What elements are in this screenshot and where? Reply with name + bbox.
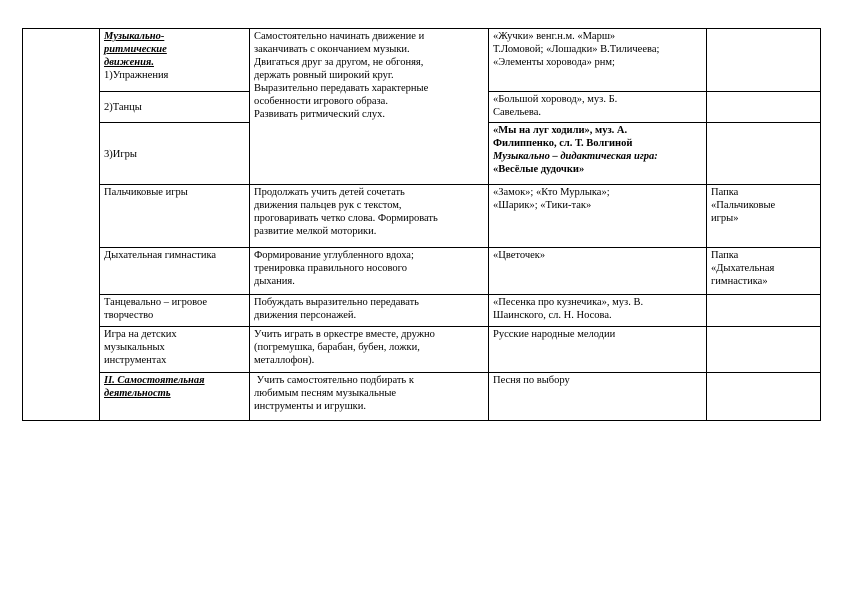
task-line: Выразительно передавать характерные: [254, 83, 429, 94]
task-line: Развивать ритмический слух.: [254, 109, 386, 120]
work-cell: [707, 295, 821, 327]
table-row: [23, 248, 821, 295]
repertoire-line: «Большой хоровод», муз. Б.: [493, 94, 618, 105]
task-line: движения пальцев рук с текстом,: [254, 200, 402, 211]
section-title-line: Танцевально – игровое: [104, 297, 208, 308]
tasks-cell: [250, 185, 489, 248]
work-cell: [707, 92, 821, 123]
repertoire-cell: [489, 92, 707, 123]
task-line: любимым песням музыкальные: [254, 388, 397, 399]
task-line: Побуждать выразительно передавать: [254, 297, 419, 308]
task-line: Учить самостоятельно подбирать к: [254, 375, 414, 386]
work-line: Папка: [711, 187, 739, 198]
section-title: Пальчиковые игры: [104, 187, 188, 198]
section-title-line: движения.: [104, 57, 154, 68]
task-line: проговаривать четко слова. Формировать: [254, 213, 438, 224]
table-row: [23, 29, 821, 92]
section-title-line: ритмические: [104, 44, 167, 55]
task-line: тренировка правильного носового: [254, 263, 407, 274]
work-line: игры»: [711, 213, 739, 224]
left-empty-cell: [23, 29, 100, 421]
task-line: движения персонажей.: [254, 310, 357, 321]
tasks-cell: [250, 29, 489, 185]
task-line: (погремушка, барабан, бубен, ложки,: [254, 342, 420, 353]
task-line: дыхания.: [254, 276, 295, 287]
work-line: Папка: [711, 250, 739, 261]
section-title-cell: [100, 92, 250, 123]
task-line: Самостоятельно начинать движение и: [254, 31, 425, 42]
section-title: 3)Игры: [104, 148, 137, 160]
section-title-cell: [100, 29, 250, 92]
repertoire-line: Песня по выбору: [493, 375, 570, 386]
section-title-line: II. Самостоятельная: [104, 375, 205, 386]
task-line: Продолжать учить детей сочетать: [254, 187, 405, 198]
repertoire-line: «Шарик»; «Тики-так»: [493, 200, 592, 211]
task-line: держать ровный широкий круг.: [254, 70, 394, 81]
work-line: гимнастика»: [711, 276, 768, 287]
repertoire-line: Т.Ломовой; «Лошадки» В.Тиличеева;: [493, 44, 660, 55]
repertoire-cell: [489, 248, 707, 295]
section-title-line: инструментах: [104, 355, 167, 366]
repertoire-line: «Жучки» венг.н.м. «Марш»: [493, 31, 616, 42]
section-title-cell: [100, 185, 250, 248]
subsection-title: 1)Упражнения: [104, 70, 169, 81]
work-cell: [707, 185, 821, 248]
section-title-line: творчество: [104, 310, 154, 321]
tasks-cell: [250, 373, 489, 421]
section-title-line: Игра на детских: [104, 329, 177, 340]
work-cell: [707, 29, 821, 92]
task-line: Двигаться друг за другом, не обгоняя,: [254, 57, 424, 68]
work-line: «Пальчиковые: [711, 200, 776, 211]
section-title-cell: [100, 373, 250, 421]
tasks-cell: [250, 295, 489, 327]
tasks-cell: [250, 248, 489, 295]
work-cell: [707, 248, 821, 295]
section-title: 2)Танцы: [104, 102, 142, 113]
task-line: инструменты и игрушки.: [254, 401, 366, 412]
task-line: Формирование углубленного вдоха;: [254, 250, 414, 261]
task-line: развитие мелкой моторики.: [254, 226, 377, 237]
section-title: Дыхательная гимнастика: [104, 250, 217, 261]
repertoire-cell: [489, 29, 707, 92]
work-cell: [707, 327, 821, 373]
table-row: [23, 327, 821, 373]
plan-table: [22, 28, 821, 421]
work-line: «Дыхательная: [711, 263, 775, 274]
repertoire-cell: [489, 327, 707, 373]
section-title-cell: [100, 327, 250, 373]
repertoire-line: Шаинского, сл. Н. Носова.: [493, 310, 612, 321]
repertoire-cell: [489, 373, 707, 421]
section-title-line: Музыкально-: [104, 31, 165, 42]
repertoire-line: «Мы на луг ходили», муз. А.: [493, 125, 628, 136]
repertoire-cell: [489, 185, 707, 248]
task-line: Учить играть в оркестре вместе, дружно: [254, 329, 435, 340]
table-row: [23, 295, 821, 327]
repertoire-line: Савельева.: [493, 107, 542, 118]
repertoire-cell: [489, 295, 707, 327]
section-title-cell: [100, 123, 250, 185]
didactic-game-title: Музыкально – дидактическая игра:: [493, 151, 658, 162]
section-title-line: деятельность: [104, 388, 171, 399]
section-title-line: музыкальных: [104, 342, 165, 353]
tasks-cell: [250, 327, 489, 373]
work-cell: [707, 123, 821, 185]
repertoire-line: «Цветочек»: [493, 250, 546, 261]
section-title-cell: [100, 295, 250, 327]
repertoire-cell: [489, 123, 707, 185]
repertoire-line: Филиппенко, сл. Т. Волгиной: [493, 138, 633, 149]
table-row: [23, 185, 821, 248]
repertoire-line: «Элементы хоровода» рнм;: [493, 57, 615, 68]
task-line: заканчивать с окончанием музыки.: [254, 44, 410, 55]
repertoire-line: «Замок»; «Кто Мурлыка»;: [493, 187, 610, 198]
repertoire-line: «Песенка про кузнечика», муз. В.: [493, 297, 644, 308]
task-line: особенности игрового образа.: [254, 96, 388, 107]
repertoire-line: «Весёлые дудочки»: [493, 164, 585, 175]
table-row: [23, 373, 821, 421]
section-title-cell: [100, 248, 250, 295]
repertoire-line: Русские народные мелодии: [493, 329, 616, 340]
work-cell: [707, 373, 821, 421]
task-line: металлофон).: [254, 355, 315, 366]
